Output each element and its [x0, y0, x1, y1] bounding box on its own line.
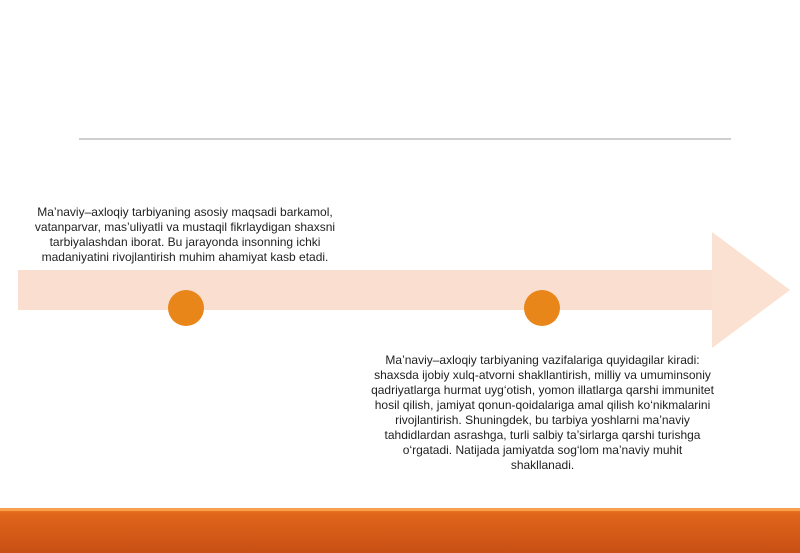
timeline-arrow-body — [18, 270, 712, 310]
footer-band-highlight — [0, 508, 800, 511]
footer-band — [0, 508, 800, 553]
timeline-text-2: Ma’naviy–axloqiy tarbiyaning vazifalariga quyidagilar kiradi: shaxsda ijobiy xulq-atvorni shakllantirish, milliy va umuminsoniy qadriyatlarga hurmat uyg‘otish, yomon illatlarga qarshi immunitet hosil qilish, jamiyat qonun-qoidalariga amal qilish ko‘nikmalarini rivojlantirish. Shuningdek, bu tarbiya yoshlarni ma’naviy tahdidlardan asrashga, turli salbiy ta’sirlarga qarshi turishga o‘rgatadi. Natijada jamiyatda sog‘lom ma’naviy muhit shakllanadi. — [371, 353, 714, 472]
title-divider-line — [79, 138, 731, 140]
timeline-marker-2 — [524, 290, 560, 326]
timeline-text-1: Ma’naviy–axloqiy tarbiyaning asosiy maqsadi barkamol, vatanparvar, mas’uliyatli va mustaqil fikrlaydigan shaxsni tarbiyalashdan iborat. Bu jarayonda insonning ichki madaniyatini rivojlantirish muhim ahamiyat kasb etadi. — [34, 205, 336, 264]
timeline-marker-1 — [168, 290, 204, 326]
